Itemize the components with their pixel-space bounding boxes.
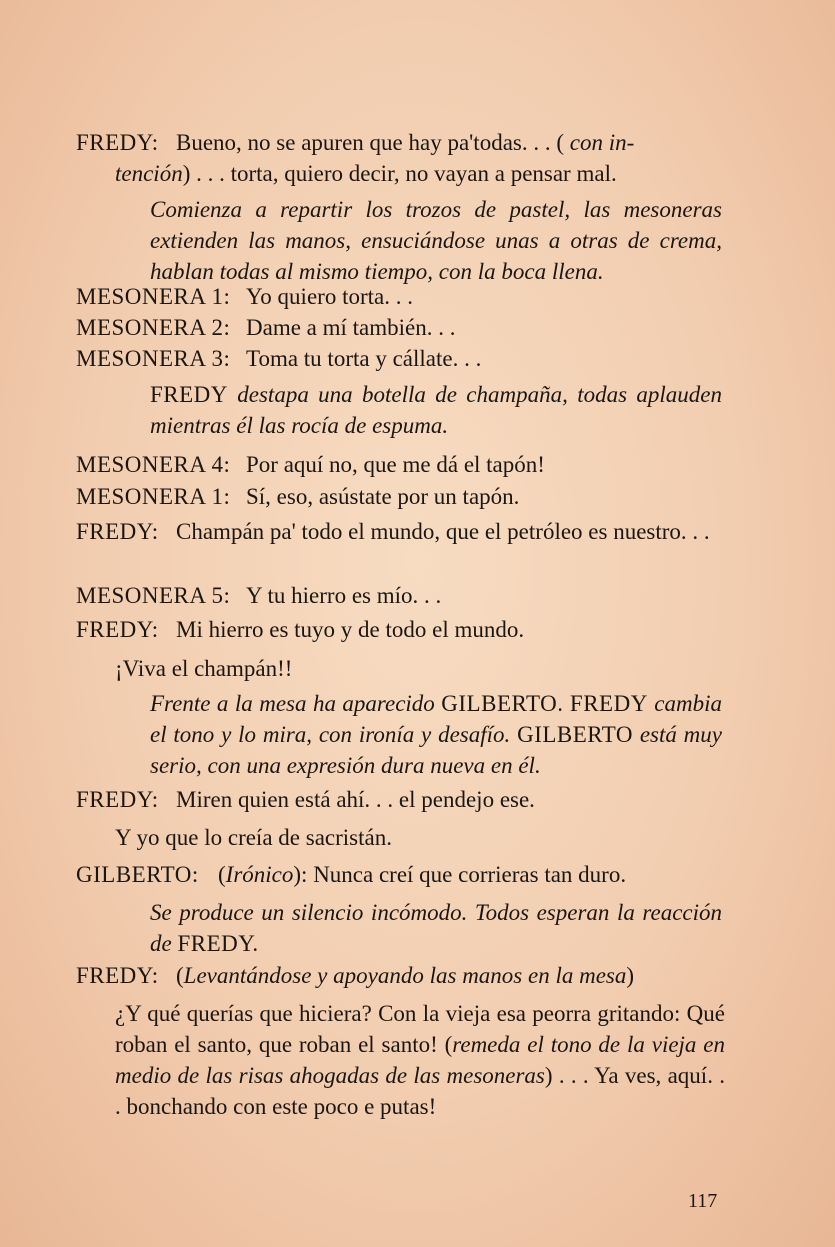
- dialogue-fredy-4-cont: Y yo que lo creía de sacristán.: [115, 825, 392, 850]
- dialogue-text: Por aquí no, que me dá el tapón!: [246, 452, 545, 477]
- stage-direction-text: destapa una botella de champaña, todas aplauden mientras él las rocía de espuma.: [150, 382, 722, 438]
- character-name: FREDY.: [177, 931, 259, 956]
- dialogue-fredy-3-cont: ¡Viva el champán!!: [115, 656, 293, 681]
- dialogue-fredy-5-cont: [115, 998, 725, 1122]
- stage-direction-inline: tención: [115, 161, 183, 186]
- dialogue-fredy-4: [76, 784, 726, 815]
- dialogue-fredy-2: [76, 516, 726, 547]
- character-name: GILBERTO: [517, 722, 633, 747]
- speaker-name: MESONERA 5:: [76, 583, 231, 608]
- stage-direction-text: cambia el tono y lo mira, con ironía y desafío.: [150, 691, 723, 747]
- character-name: FREDY: [150, 382, 228, 407]
- dialogue-text: Bueno, no se apuren que hay pa'todas. . . (: [176, 130, 565, 155]
- page-number: 117: [688, 1190, 718, 1212]
- speaker-name: FREDY:: [76, 617, 159, 642]
- stage-direction-3: [150, 688, 722, 781]
- dialogue-text: ) . . . torta, quiero decir, no vayan a pensar mal.: [182, 161, 617, 186]
- stage-direction-1: Comienza a repartir los trozos de pastel, las mesoneras extienden las manos, ensuciándose unas a otras de crema, hablan todas al mismo tiempo, con la boca llena.: [150, 197, 722, 284]
- dialogue-text: Toma tu torta y cállate. . .: [246, 346, 482, 371]
- speaker-name: FREDY:: [76, 519, 159, 544]
- stage-direction-inline: con in-: [569, 130, 635, 155]
- stage-direction-2: [150, 379, 722, 441]
- speaker-name: MESONERA 1:: [76, 284, 231, 309]
- dialogue-text: Miren quien está ahí. . . el pendejo ese.: [176, 787, 535, 812]
- stage-direction-inline: remeda el tono de la vieja en medio de las risas ahogadas de las mesoneras: [115, 1032, 725, 1088]
- speaker-name: GILBERTO:: [76, 862, 199, 887]
- speaker-name: MESONERA 1:: [76, 484, 231, 509]
- speaker-name: MESONERA 3:: [76, 346, 231, 371]
- dialogue-text: (: [176, 963, 184, 988]
- dialogue-text: ): [626, 963, 635, 988]
- dialogue-text: Sí, eso, asústate por un tapón.: [246, 484, 520, 509]
- dialogue-mesonera-2: [76, 312, 726, 343]
- dialogue-text: Champán pa' todo el mundo, que el petróleo es nuestro. . .: [176, 519, 710, 544]
- dialogue-fredy-3: [76, 614, 726, 645]
- stage-direction-text: Se produce un silencio incómodo. Todos esperan la reacción de: [150, 900, 722, 956]
- dialogue-fredy-1: [76, 127, 726, 158]
- stage-direction-inline: Levantándose y apoyando las manos en la mesa: [183, 963, 627, 988]
- speaker-name: FREDY:: [76, 787, 159, 812]
- dialogue-mesonera-4: [76, 449, 726, 480]
- dialogue-mesonera-1b: [76, 481, 726, 512]
- stage-direction-text: Frente a la mesa ha aparecido: [150, 691, 435, 716]
- character-name: FREDY: [569, 691, 648, 716]
- dialogue-text: ¿Y qué querías que hiciera? Con la vieja esa peorra gritando: Qué roban el santo, que roban el santo! (: [115, 1001, 725, 1057]
- dialogue-fredy-1-cont: [115, 158, 725, 189]
- dialogue-text: Dame a mí también. . .: [246, 315, 456, 340]
- dialogue-fredy-5: [76, 960, 726, 991]
- dialogue-text: ) . . . Ya ves, aquí. . . bonchando con este poco e putas!: [115, 1063, 725, 1119]
- dialogue-mesonera-5: [76, 580, 726, 611]
- dialogue-gilberto-1: [76, 859, 726, 890]
- dialogue-text: Mi hierro es tuyo y de todo el mundo.: [176, 617, 525, 642]
- dialogue-text: Y tu hierro es mío. . .: [246, 583, 442, 608]
- dialogue-mesonera-3: [76, 343, 726, 374]
- speaker-name: MESONERA 2:: [76, 315, 231, 340]
- dialogue-text: Yo quiero torta. . .: [246, 284, 413, 309]
- dialogue-mesonera-1: [76, 281, 726, 312]
- stage-direction-4: [150, 897, 722, 959]
- stage-direction-inline: Irónico: [225, 862, 294, 887]
- speaker-name: MESONERA 4:: [76, 452, 231, 477]
- speaker-name: FREDY:: [76, 963, 159, 988]
- speaker-name: FREDY:: [76, 130, 159, 155]
- dialogue-text: ): Nunca creí que corrieras tan duro.: [293, 862, 627, 887]
- stage-direction-text: está muy serio, con una expresión dura nueva en él.: [150, 722, 722, 778]
- character-name: GILBERTO.: [441, 691, 564, 716]
- dialogue-text: (: [218, 862, 226, 887]
